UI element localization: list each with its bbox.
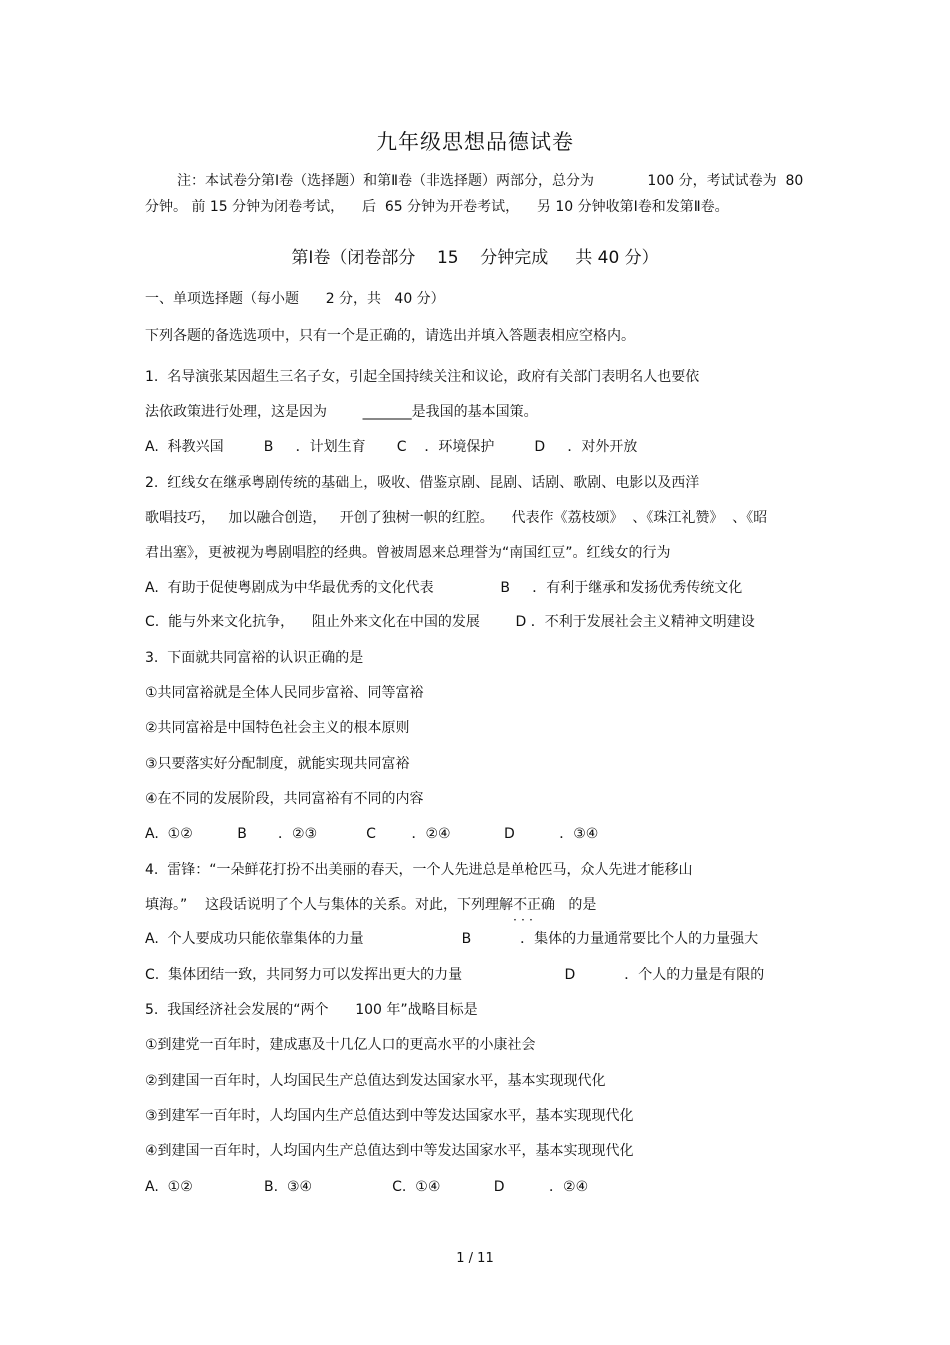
page-title: 九年级思想品德试卷	[376, 130, 574, 154]
q3-stem: 3. 下面就共同富裕的认识正确的是	[145, 650, 364, 666]
section-title: 第Ⅰ卷（闭卷部分 15 分钟完成 共 40 分）	[291, 248, 659, 268]
instruction: 下列各题的备选选项中，只有一个是正确的，请选出并填入答题表相应空格内。	[145, 328, 635, 344]
q5-stem: 5. 我国经济社会发展的“两个 100 年”战略目标是	[145, 1002, 478, 1018]
q5-statement-3: ③到建军一百年时，人均国内生产总值达到中等发达国家水平，基本实现现代化	[145, 1108, 634, 1124]
q2-stem-line1: 2. 红线女在继承粤剧传统的基础上，吸收、借鉴京剧、昆剧、话剧、歌剧、电影以及西洋	[145, 475, 700, 491]
q4-line2-post: 的是	[555, 897, 597, 913]
q1-stem-line2: 法依政策进行处理，这是因为 _______是我国的基本国策。	[145, 404, 538, 420]
q2-options-cd: C. 能与外来文化抗争， 阻止外来文化在中国的发展 D ．不利于发展社会主义精神文明建设	[145, 614, 755, 630]
q5-options: A. ①② B. ③④ C. ①④ D ．②④	[145, 1179, 589, 1195]
q3-statement-4: ④在不同的发展阶段，共同富裕有不同的内容	[145, 791, 424, 807]
q5-statement-1: ①到建党一百年时，建成惠及十几亿人口的更高水平的小康社会	[145, 1037, 536, 1053]
exam-note: 注：本试卷分第Ⅰ卷（选择题）和第Ⅱ卷（非选择题）两部分，总分为 100 分，考试试卷为 80 分钟。 前 15 分钟为闭卷考试， 后 65 分钟为开卷考试， 另 10 分钟收第Ⅰ卷和发第Ⅱ卷。	[145, 173, 808, 215]
q4-options-cd: C. 集体团结一致，共同努力可以发挥出更大的力量 D ．个人的力量是有限的	[145, 967, 765, 983]
q1-stem-line1: 1. 名导演张某因超生三名子女，引起全国持续关注和议论，政府有关部门表明名人也要依	[145, 369, 700, 385]
page-number: 1 / 11	[456, 1251, 494, 1266]
q5-statement-4: ④到建国一百年时，人均国内生产总值达到中等发达国家水平，基本实现现代化	[145, 1143, 634, 1159]
q2-options-ab: A. 有助于促使粤剧成为中华最优秀的文化代表 B ．有利于继承和发扬优秀传统文化	[145, 580, 743, 596]
q3-statement-2: ②共同富裕是中国特色社会主义的根本原则	[145, 720, 410, 736]
q4-options-ab: A. 个人要成功只能依靠集体的力量 B ．集体的力量通常要比个人的力量强大	[145, 931, 759, 947]
q4-stem-line1: 4. 雷锋：“一朵鲜花打扮不出美丽的春天，一个人先进总是单枪匹马，众人先进才能移山	[145, 862, 693, 878]
q2-stem-line2: 歌唱技巧， 加以融合创造， 开创了独树一帜的红腔。 代表作《荔枝颂》 、《珠江礼赞》 、《昭	[145, 510, 768, 526]
q4-line2-pre: 填海。” 这段话说明了个人与集体的关系。对此，下列理解	[145, 897, 514, 913]
q4-emphasis: 不正确 ．．．	[513, 895, 555, 915]
part-heading: 一、单项选择题（每小题 2 分，共 40 分）	[145, 291, 445, 307]
q3-statement-3: ③只要落实好分配制度，就能实现共同富裕	[145, 756, 410, 772]
q3-statement-1: ①共同富裕就是全体人民同步富裕、同等富裕	[145, 685, 424, 701]
q2-stem-line3: 君出塞》，更被视为粤剧唱腔的经典。曾被周恩来总理誉为“南国红豆”。红线女的行为	[145, 545, 671, 561]
q1-options: A. 科教兴国 B ．计划生育 C ．环境保护 D ．对外开放	[145, 439, 638, 455]
q4-stem-line2	[145, 895, 596, 915]
q3-options: A. ①② B ．②③ C ．②④ D ．③④	[145, 826, 599, 842]
q5-statement-2: ②到建国一百年时，人均国民生产总值达到发达国家水平，基本实现现代化	[145, 1073, 606, 1089]
